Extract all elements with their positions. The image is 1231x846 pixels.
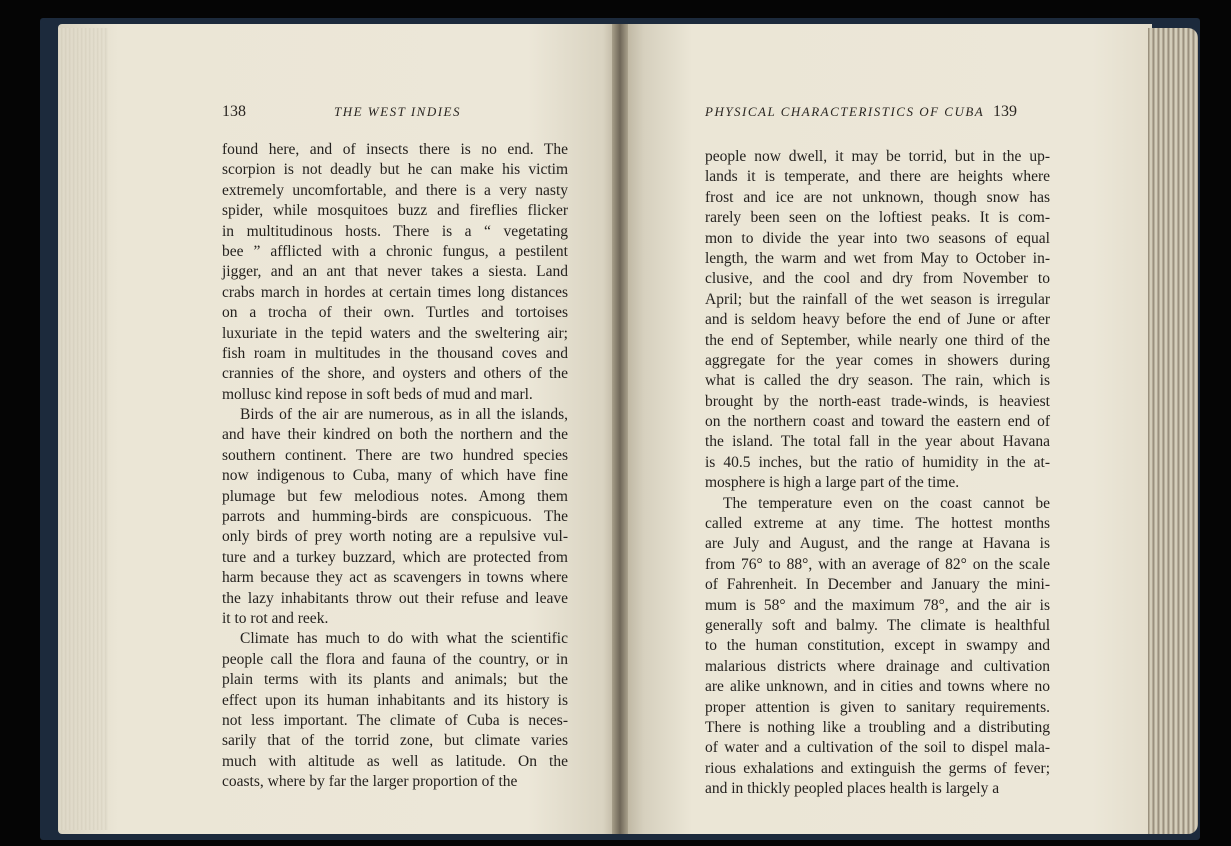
text-line: crabs march in hordes at certain times long distances: [222, 283, 568, 301]
text-line: extremely uncomfortable, and there is a very nasty: [222, 181, 568, 199]
left-page-edges: [58, 28, 108, 830]
left-page-number: 138: [222, 103, 246, 120]
text-line: parrots and humming-birds are conspicuous. The: [222, 508, 568, 526]
text-line: people now dwell, it may be torrid, but in the up-: [705, 148, 1050, 165]
text-line: on the northern coast and toward the eastern end of: [705, 413, 1050, 431]
text-line: in multitudinous hosts. There is a “ vegetating: [222, 222, 568, 240]
text-line: luxuriate in the tepid waters and the sweltering air;: [222, 324, 568, 342]
text-line: length, the warm and wet from May to October in-: [705, 249, 1050, 267]
text-line: Climate has much to do with what the scientific: [240, 630, 568, 648]
text-line: frost and ice are not unknown, though snow has: [705, 188, 1050, 206]
text-line: is 40.5 inches, but the ratio of humidity in the at-: [705, 453, 1050, 471]
text-line: on a trocha of their own. Turtles and tortoises: [222, 304, 568, 322]
text-line: found here, and of insects there is no end. The: [222, 141, 568, 158]
text-line: aggregate for the year comes in showers during: [705, 351, 1050, 369]
text-line: clusive, and the cool and dry from November to: [705, 270, 1050, 288]
text-line: now indigenous to Cuba, many of which have fine: [222, 467, 568, 485]
text-line: plain terms with its plants and animals; but the: [222, 671, 568, 689]
text-line: called extreme at any time. The hottest months: [705, 515, 1050, 533]
right-page-number: 139: [993, 103, 1017, 120]
text-line: the island. The total fall in the year about Havana: [705, 433, 1050, 451]
text-line: mollusc kind repose in soft beds of mud and marl.: [222, 385, 533, 403]
text-line: the lazy inhabitants throw out their refuse and leave: [222, 589, 568, 607]
text-line: bee ” afflicted with a chronic fungus, a pestilent: [222, 242, 568, 260]
text-line: harm because they act as scavengers in towns where: [222, 569, 568, 587]
text-line: coasts, where by far the larger proportion of the: [222, 773, 518, 791]
text-line: plumage but few melodious notes. Among them: [222, 487, 568, 505]
text-line: people call the flora and fauna of the country, or in: [222, 650, 568, 668]
right-page-header: [705, 104, 1115, 128]
text-line: April; but the rainfall of the wet season is irregular: [705, 290, 1050, 308]
text-line: generally soft and balmy. The climate is healthful: [705, 616, 1050, 634]
text-line: There is nothing like a troubling and a distributing: [705, 718, 1050, 736]
right-page-block-edges: [1148, 28, 1198, 834]
left-page-body: [222, 140, 568, 793]
text-line: what is called the dry season. The rain, which is: [705, 372, 1050, 390]
text-line: much with altitude as well as latitude. On the: [222, 752, 568, 770]
text-line: jigger, and an ant that never takes a siesta. Land: [222, 263, 568, 281]
text-line: are July and August, and the range at Havana is: [705, 535, 1050, 553]
text-line: it to rot and reek.: [222, 609, 329, 627]
text-line: mum is 58° and the maximum 78°, and the air is: [705, 596, 1050, 614]
text-line: rarely been seen on the loftiest peaks. It is com-: [705, 209, 1050, 227]
text-line: the end of September, while nearly one third of the: [705, 331, 1050, 349]
text-line: are alike unknown, and in cities and towns where no: [705, 678, 1050, 696]
text-line: southern continent. There are two hundred species: [222, 446, 568, 464]
book-gutter: [612, 24, 628, 834]
text-line: not less important. The climate of Cuba is neces-: [222, 711, 568, 729]
text-line: and in thickly peopled places health is largely a: [705, 780, 1000, 798]
text-line: crannies of the shore, and oysters and others of the: [222, 365, 568, 383]
text-line: to the human constitution, except in swampy and: [705, 637, 1050, 655]
text-line: lands it is temperate, and there are heights where: [705, 168, 1050, 186]
right-page-body: [705, 147, 1050, 800]
text-line: of Fahrenheit. In December and January the mini-: [705, 576, 1050, 594]
text-line: Birds of the air are numerous, as in all the islands,: [240, 406, 568, 424]
text-line: rious exhalations and extinguish the germs of fever;: [705, 759, 1050, 777]
text-line: mon to divide the year into two seasons of equal: [705, 229, 1050, 247]
text-line: scorpion is not deadly but he can make his victim: [222, 161, 568, 179]
text-line: brought by the north-east trade-winds, is heaviest: [705, 392, 1050, 410]
text-line: of water and a cultivation of the soil to dispel mala-: [705, 739, 1050, 757]
left-page-header: [222, 104, 568, 128]
text-line: and have their kindred on both the northern and the: [222, 426, 568, 444]
right-running-head: PHYSICAL CHARACTERISTICS OF CUBA: [705, 104, 985, 119]
text-line: spider, while mosquitoes buzz and fireflies flicker: [222, 202, 568, 220]
text-line: proper attention is given to sanitary requirements.: [705, 698, 1050, 716]
text-line: sarily that of the torrid zone, but climate varies: [222, 732, 568, 750]
text-line: and is seldom heavy before the end of June or after: [705, 311, 1050, 329]
text-line: from 76° to 88°, with an average of 82° on the scale: [705, 555, 1050, 573]
text-line: mosphere is high a large part of the time.: [705, 474, 960, 492]
text-line: effect upon its human inhabitants and its history is: [222, 691, 568, 709]
text-line: ture and a turkey buzzard, which are protected from: [222, 548, 568, 566]
text-line: only birds of prey worth noting are a repulsive vul-: [222, 528, 568, 546]
left-running-head: THE WEST INDIES: [334, 104, 461, 119]
text-line: The temperature even on the coast cannot be: [723, 494, 1050, 512]
text-line: fish roam in multitudes in the thousand coves and: [222, 344, 568, 362]
text-line: malarious districts where drainage and cultivation: [705, 657, 1050, 675]
